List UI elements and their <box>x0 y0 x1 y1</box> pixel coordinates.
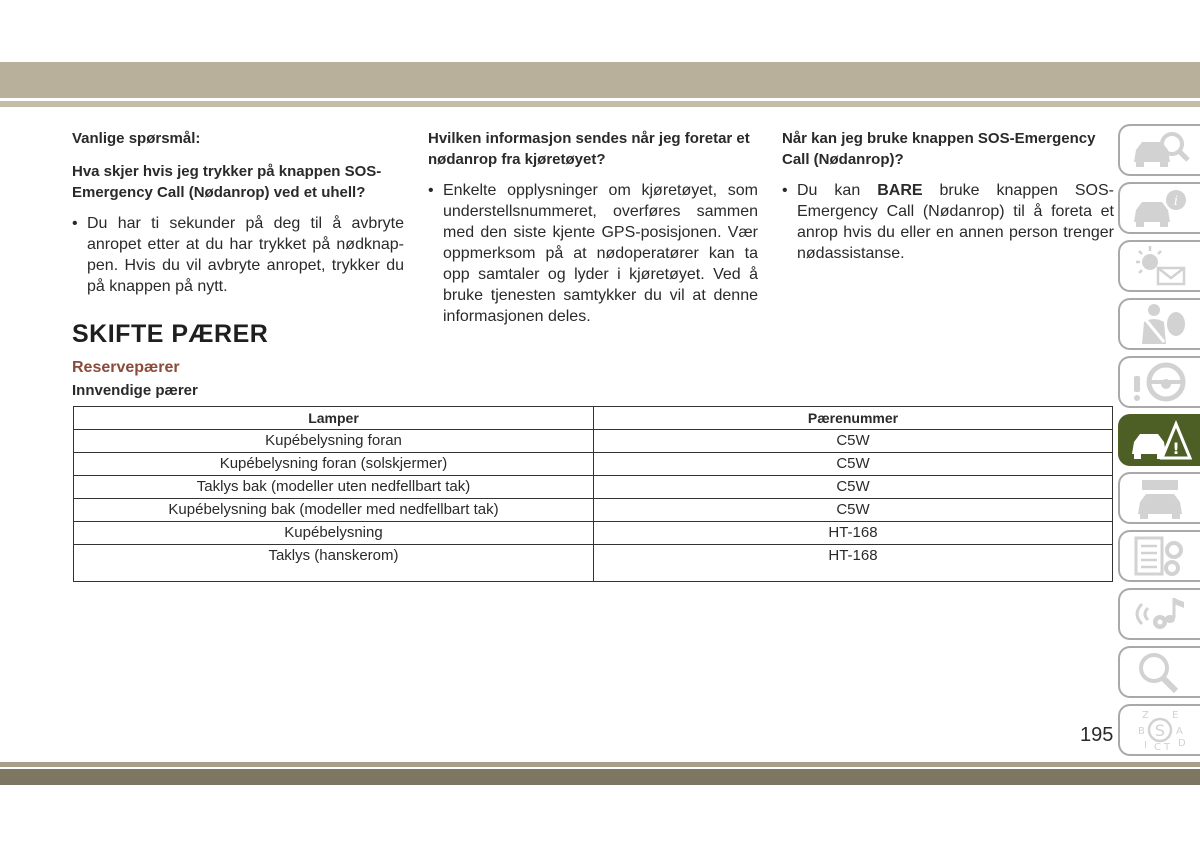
car-service-icon <box>1128 476 1192 520</box>
svg-text:T: T <box>1164 742 1171 752</box>
svg-text:E: E <box>1172 710 1179 721</box>
warning-light-message-icon <box>1128 244 1192 288</box>
chapter-tabs <box>1118 124 1200 762</box>
faq-answer: • Du har ti sekunder på deg til å avbryte anropet etter at du har trykket på nødknap-pen. Hvis du vil avbryte anropet, trykker du på knappen på nytt. <box>72 213 404 297</box>
lamp-cell: Taklys bak (modeller uten nedfellbart tak) <box>74 476 594 499</box>
faq-column-3 <box>782 128 1114 264</box>
table-row <box>74 430 1113 453</box>
chapter-tab-multimedia[interactable] <box>1118 588 1200 640</box>
table-row <box>74 476 1113 499</box>
answer-text-post: bruke knappen SOS-Emergency Call (Nødanrop) til å foreta et anrop hvis du eller en annen person trenger nødassistanse. <box>797 182 1114 262</box>
chapter-tab-driving[interactable] <box>1118 356 1200 408</box>
faq-answer: • Enkelte opplysninger om kjøretøyet, som understellsnummeret, overføres sammen med den siste kjente GPS-posisjonen. Vær oppmerksom på at nødoperatører kan ta opp samtaler og lyder i kjøretøyet. Ved å bruke tjenesten samtykker du vil at denne informasjonen deles. <box>428 180 758 327</box>
chapter-tab-index[interactable] <box>1118 704 1200 756</box>
lamp-cell: Kupébelysning <box>74 522 594 545</box>
steering-wheel-icon <box>1128 360 1192 404</box>
footer-band <box>0 769 1200 785</box>
footer-divider <box>0 762 1200 767</box>
faq-answer <box>782 180 1114 264</box>
svg-text:B: B <box>1138 726 1145 737</box>
section-subsubtitle: Innvendige pærer <box>72 382 198 399</box>
faq-column-1 <box>72 128 404 297</box>
chapter-tab-info[interactable] <box>1118 182 1200 234</box>
faq-question: Hva skjer hvis jeg trykker på knappen SOS-Emergency Call (Nødanrop) ved et uhell? <box>72 163 382 201</box>
multimedia-music-icon <box>1128 592 1192 636</box>
bulb-table <box>73 406 1113 582</box>
chapter-tab-safety[interactable] <box>1118 298 1200 350</box>
chapter-tab-specifications[interactable] <box>1118 530 1200 582</box>
faq-heading: Vanlige spørsmål: <box>72 130 201 147</box>
specifications-gear-icon <box>1128 534 1192 578</box>
seatbelt-airbag-icon <box>1128 302 1192 346</box>
table-row <box>74 545 1113 582</box>
section-title: SKIFTE PÆRER <box>72 320 269 348</box>
faq-question: Hvilken informasjon sendes når jeg foretar et nødanrop fra kjøretøyet? <box>428 130 750 168</box>
svg-text:C: C <box>1154 742 1161 752</box>
header-divider <box>0 101 1200 107</box>
faq-question: Når kan jeg bruke knappen SOS-Emergency Call (Nødanrop)? <box>782 130 1096 168</box>
svg-text:!: ! <box>1172 439 1180 458</box>
svg-text:I: I <box>1144 740 1147 751</box>
car-info-icon <box>1128 186 1192 230</box>
column-header-bulb-number: Pærenummer <box>594 407 1113 430</box>
chapter-tab-warning-lights[interactable] <box>1118 240 1200 292</box>
bulb-number-cell: C5W <box>594 476 1113 499</box>
lamp-cell: Kupébelysning bak (modeller med nedfellbart tak) <box>74 499 594 522</box>
chapter-tab-vehicle[interactable] <box>1118 124 1200 176</box>
bulb-number-cell: C5W <box>594 430 1113 453</box>
table-row <box>74 522 1113 545</box>
svg-text:Z: Z <box>1142 710 1149 721</box>
car-magnifier-icon <box>1128 128 1192 172</box>
faq-column-2 <box>428 128 758 327</box>
search-icon <box>1128 650 1192 694</box>
column-header-lamps: Lamper <box>74 407 594 430</box>
alphabetical-index-icon <box>1128 708 1192 752</box>
chapter-tab-service[interactable] <box>1118 472 1200 524</box>
table-row <box>74 453 1113 476</box>
chapter-tab-search[interactable] <box>1118 646 1200 698</box>
bulb-number-cell: C5W <box>594 453 1113 476</box>
car-breakdown-warning-icon <box>1128 418 1192 462</box>
table-header-row <box>74 407 1113 430</box>
svg-text:D: D <box>1178 738 1186 749</box>
table-row <box>74 499 1113 522</box>
bulb-number-cell: C5W <box>594 499 1113 522</box>
svg-text:i: i <box>1173 194 1179 209</box>
section-subtitle: Reservepærer <box>72 359 180 376</box>
chapter-tab-emergency[interactable] <box>1118 414 1200 466</box>
answer-text-pre: Du kan <box>797 182 878 199</box>
answer-emphasis: BARE <box>877 182 923 199</box>
bulb-number-cell: HT-168 <box>594 545 1113 582</box>
svg-text:A: A <box>1176 726 1183 737</box>
svg-text:S: S <box>1154 721 1166 740</box>
lamp-cell: Taklys (hanskerom) <box>74 545 594 582</box>
lamp-cell: Kupébelysning foran (solskjermer) <box>74 453 594 476</box>
page-number: 195 <box>1080 724 1114 746</box>
lamp-cell: Kupébelysning foran <box>74 430 594 453</box>
header-band <box>0 62 1200 98</box>
bulb-number-cell: HT-168 <box>594 522 1113 545</box>
